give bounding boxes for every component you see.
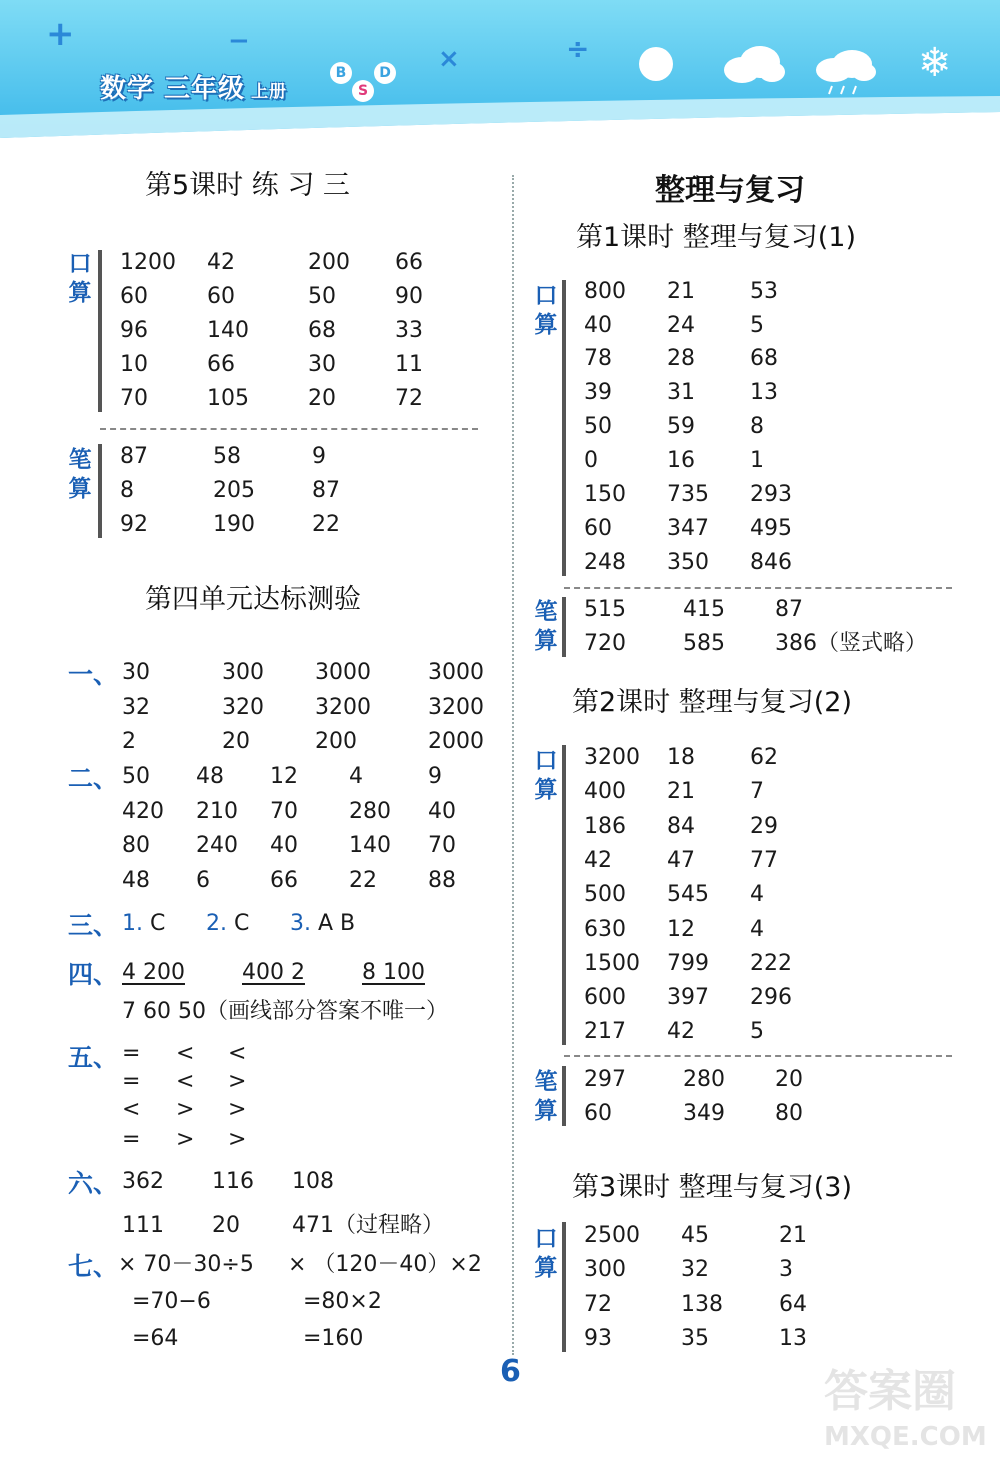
cell: 720 <box>584 631 626 656</box>
cell: 30 <box>122 660 150 685</box>
cell: > <box>228 1069 247 1094</box>
cell: 140 <box>207 318 249 343</box>
cell: 386（竖式略） <box>775 631 927 656</box>
cell: < <box>176 1041 195 1066</box>
cell: 20 <box>222 729 250 754</box>
oral-bar <box>562 280 566 576</box>
cell: 21 <box>667 779 695 804</box>
cell: 66 <box>395 250 423 275</box>
cell: 9 <box>428 764 442 789</box>
q3-item-answer: C <box>150 911 166 936</box>
cell: 40 <box>428 799 456 824</box>
cell: 799 <box>667 951 709 976</box>
cell: 12 <box>270 764 298 789</box>
cell: 84 <box>667 814 695 839</box>
cell: 116 <box>212 1169 254 1194</box>
cell: 68 <box>308 318 336 343</box>
cell: 53 <box>750 279 778 304</box>
cell: 4 <box>349 764 363 789</box>
q3-item-answer: A B <box>318 911 356 936</box>
cell: 248 <box>584 550 626 575</box>
cell: 29 <box>750 814 778 839</box>
q1-label: 一、 <box>68 660 119 689</box>
q2-label: 二、 <box>68 764 119 793</box>
cell: 72 <box>584 1292 612 1317</box>
edition-letter-d: D <box>374 62 396 84</box>
cell: 24 <box>667 313 695 338</box>
cell: < <box>228 1041 247 1066</box>
q3-item-number: 2. <box>206 911 227 936</box>
cell: 48 <box>122 868 150 893</box>
cell: 42 <box>584 848 612 873</box>
cloud-icon <box>720 42 786 86</box>
cell: 0 <box>584 448 598 473</box>
cell: 190 <box>213 512 255 537</box>
section-divider <box>564 587 952 589</box>
cell: 205 <box>213 478 255 503</box>
cell: 415 <box>683 597 725 622</box>
oral-bar <box>562 1222 566 1352</box>
cell: 58 <box>213 444 241 469</box>
times-icon: × <box>438 44 460 74</box>
cell: 13 <box>750 380 778 405</box>
page-header <box>0 0 1000 140</box>
q4-second-line: 7 60 50（画线部分答案不唯一） <box>122 999 448 1024</box>
plus-icon: + <box>46 14 75 54</box>
cell: 70 <box>270 799 298 824</box>
cell: 300 <box>222 660 264 685</box>
column-divider <box>512 175 514 1355</box>
cell: 4 <box>750 917 764 942</box>
lesson3-title: 第3课时 整理与复习(3) <box>572 1172 853 1203</box>
oral-label: 口算 <box>534 283 558 339</box>
cell: 8 <box>120 478 134 503</box>
oral-label: 口算 <box>534 1226 558 1282</box>
cell: 3 <box>779 1257 793 1282</box>
cell: 87 <box>775 597 803 622</box>
cell: 68 <box>750 346 778 371</box>
cell: 3200 <box>584 745 640 770</box>
cell: 47 <box>667 848 695 873</box>
cell: 347 <box>667 516 709 541</box>
oral-bar <box>562 745 566 1045</box>
section-divider <box>564 1055 952 1057</box>
written-label: 笔算 <box>68 447 92 503</box>
q4-label: 四、 <box>68 960 119 989</box>
cell: 186 <box>584 814 626 839</box>
cell: > <box>228 1097 247 1122</box>
cell: 21 <box>779 1223 807 1248</box>
oral-label: 口算 <box>534 748 558 804</box>
cell: 10 <box>120 352 148 377</box>
cell: 217 <box>584 1019 626 1044</box>
cell: 320 <box>222 695 264 720</box>
q4-underlined-answer: 8 100 <box>362 960 425 985</box>
cell: > <box>176 1097 195 1122</box>
cell: 200 <box>308 250 350 275</box>
q3-label: 三、 <box>68 911 119 940</box>
cell: = <box>122 1041 141 1066</box>
minus-icon: − <box>228 26 250 56</box>
cell: 200 <box>315 729 357 754</box>
cell: 60 <box>207 284 235 309</box>
cell: 32 <box>122 695 150 720</box>
cell: 6 <box>196 868 210 893</box>
cell: > <box>176 1127 195 1152</box>
q5-label: 五、 <box>68 1043 119 1072</box>
cell: × 70－30÷5 <box>118 1252 254 1277</box>
cell: 13 <box>779 1326 807 1351</box>
cell: 60 <box>584 1101 612 1126</box>
cell: 471（过程略） <box>292 1213 444 1238</box>
cell: 210 <box>196 799 238 824</box>
cell: 3000 <box>428 660 484 685</box>
cell: 40 <box>270 833 298 858</box>
q7-label: 七、 <box>68 1252 119 1281</box>
cell: 59 <box>667 414 695 439</box>
cell: 138 <box>681 1292 723 1317</box>
cell: 87 <box>120 444 148 469</box>
watermark-logo <box>820 1366 992 1458</box>
cell: 108 <box>292 1169 334 1194</box>
watermark-url: MXQE.COM <box>824 1422 987 1452</box>
cell: 78 <box>584 346 612 371</box>
cell: 297 <box>584 1067 626 1092</box>
oral-label: 口算 <box>68 251 92 307</box>
cell: 40 <box>584 313 612 338</box>
cell: 30 <box>308 352 336 377</box>
cell: 300 <box>584 1257 626 1282</box>
cell: 66 <box>270 868 298 893</box>
cell: 397 <box>667 985 709 1010</box>
unit4-test-title: 第四单元达标测验 <box>145 584 361 615</box>
cell: 5 <box>750 1019 764 1044</box>
cell: 87 <box>312 478 340 503</box>
q3-item-number: 1. <box>122 911 143 936</box>
cell: 1 <box>750 448 764 473</box>
cell: 140 <box>349 833 391 858</box>
cell: 31 <box>667 380 695 405</box>
cell: 96 <box>120 318 148 343</box>
cell: 22 <box>349 868 377 893</box>
cell: 20 <box>775 1067 803 1092</box>
cell: 72 <box>395 386 423 411</box>
cell: 60 <box>584 516 612 541</box>
written-bar <box>562 1066 566 1126</box>
cell: 64 <box>779 1292 807 1317</box>
cell: =80×2 <box>303 1289 382 1314</box>
cell: 88 <box>428 868 456 893</box>
cell: 5 <box>750 313 764 338</box>
cell: 349 <box>683 1101 725 1126</box>
cell: 495 <box>750 516 792 541</box>
written-bar <box>562 597 566 657</box>
cell: < <box>122 1097 141 1122</box>
cell: 2500 <box>584 1223 640 1248</box>
cell: > <box>228 1127 247 1152</box>
rain-cloud-icon <box>812 46 878 96</box>
cell: 585 <box>683 631 725 656</box>
cell: 92 <box>120 512 148 537</box>
sun-icon <box>636 44 676 84</box>
book-title: 数学 三年级 上册 <box>100 74 288 104</box>
edition-letter-s: S <box>352 80 374 102</box>
section-divider <box>100 428 478 430</box>
cell: 48 <box>196 764 224 789</box>
cell: 8 <box>750 414 764 439</box>
cell: 11 <box>395 352 423 377</box>
cell: 630 <box>584 917 626 942</box>
cell: 545 <box>667 882 709 907</box>
lesson1-title: 第1课时 整理与复习(1) <box>576 222 857 253</box>
cell: 111 <box>122 1213 164 1238</box>
q3-item-answer: C <box>234 911 250 936</box>
snowflake-icon: ❄ <box>918 40 952 86</box>
cell: =70−6 <box>132 1289 211 1314</box>
cell: 1200 <box>120 250 176 275</box>
oral-bar <box>98 250 102 412</box>
cell: 70 <box>428 833 456 858</box>
cell: 77 <box>750 848 778 873</box>
cell: 66 <box>207 352 235 377</box>
cell: 93 <box>584 1326 612 1351</box>
cell: 150 <box>584 482 626 507</box>
cell: 12 <box>667 917 695 942</box>
cell: 400 <box>584 779 626 804</box>
cell: 18 <box>667 745 695 770</box>
cell: 35 <box>681 1326 709 1351</box>
page-number: 6 <box>500 1354 521 1389</box>
cell: 70 <box>120 386 148 411</box>
cell: 296 <box>750 985 792 1010</box>
cell: 735 <box>667 482 709 507</box>
cell: 9 <box>312 444 326 469</box>
cell: =64 <box>132 1326 179 1351</box>
cell: 33 <box>395 318 423 343</box>
cell: 500 <box>584 882 626 907</box>
written-bar <box>98 444 102 538</box>
cell: 515 <box>584 597 626 622</box>
cell: 20 <box>308 386 336 411</box>
cell: 240 <box>196 833 238 858</box>
cell: 222 <box>750 951 792 976</box>
cell: 293 <box>750 482 792 507</box>
cell: 50 <box>584 414 612 439</box>
q3-item-number: 3. <box>290 911 311 936</box>
cell: 4 <box>750 882 764 907</box>
cell: 42 <box>667 1019 695 1044</box>
cell: 846 <box>750 550 792 575</box>
cell: 60 <box>120 284 148 309</box>
written-label: 笔算 <box>534 1069 558 1125</box>
watermark-text: 答案圈 <box>824 1366 956 1417</box>
cell: 32 <box>681 1257 709 1282</box>
cell: 800 <box>584 279 626 304</box>
cell: 280 <box>349 799 391 824</box>
edition-letter-b: B <box>330 62 352 84</box>
cell: × （120－40）×2 <box>288 1252 482 1277</box>
cell: 39 <box>584 380 612 405</box>
cell: = <box>122 1127 141 1152</box>
cell: 600 <box>584 985 626 1010</box>
cell: 16 <box>667 448 695 473</box>
cell: 3200 <box>315 695 371 720</box>
cell: 7 <box>750 779 764 804</box>
cell: 20 <box>212 1213 240 1238</box>
cell: 22 <box>312 512 340 537</box>
lesson5-title: 第5课时 练 习 三 <box>145 170 350 201</box>
cell: 45 <box>681 1223 709 1248</box>
q4-underlined-answer: 400 2 <box>242 960 305 985</box>
cell: 42 <box>207 250 235 275</box>
cell: 280 <box>683 1067 725 1092</box>
cell: 362 <box>122 1169 164 1194</box>
cell: < <box>176 1069 195 1094</box>
cell: 21 <box>667 279 695 304</box>
cell: 105 <box>207 386 249 411</box>
cell: 90 <box>395 284 423 309</box>
q6-label: 六、 <box>68 1169 119 1198</box>
lesson2-title: 第2课时 整理与复习(2) <box>572 687 853 718</box>
cell: 50 <box>308 284 336 309</box>
q4-underlined-answer: 4 200 <box>122 960 185 985</box>
cell: 3200 <box>428 695 484 720</box>
cell: = <box>122 1069 141 1094</box>
cell: 2 <box>122 729 136 754</box>
cell: 420 <box>122 799 164 824</box>
cell: 2000 <box>428 729 484 754</box>
cell: 62 <box>750 745 778 770</box>
cell: =160 <box>303 1326 364 1351</box>
divide-icon: ÷ <box>566 32 590 65</box>
cell: 28 <box>667 346 695 371</box>
written-label: 笔算 <box>534 599 558 655</box>
cell: 1500 <box>584 951 640 976</box>
cell: 350 <box>667 550 709 575</box>
cell: 80 <box>775 1101 803 1126</box>
cell: 80 <box>122 833 150 858</box>
cell: 50 <box>122 764 150 789</box>
cell: 3000 <box>315 660 371 685</box>
review-main-title: 整理与复习 <box>655 173 805 208</box>
